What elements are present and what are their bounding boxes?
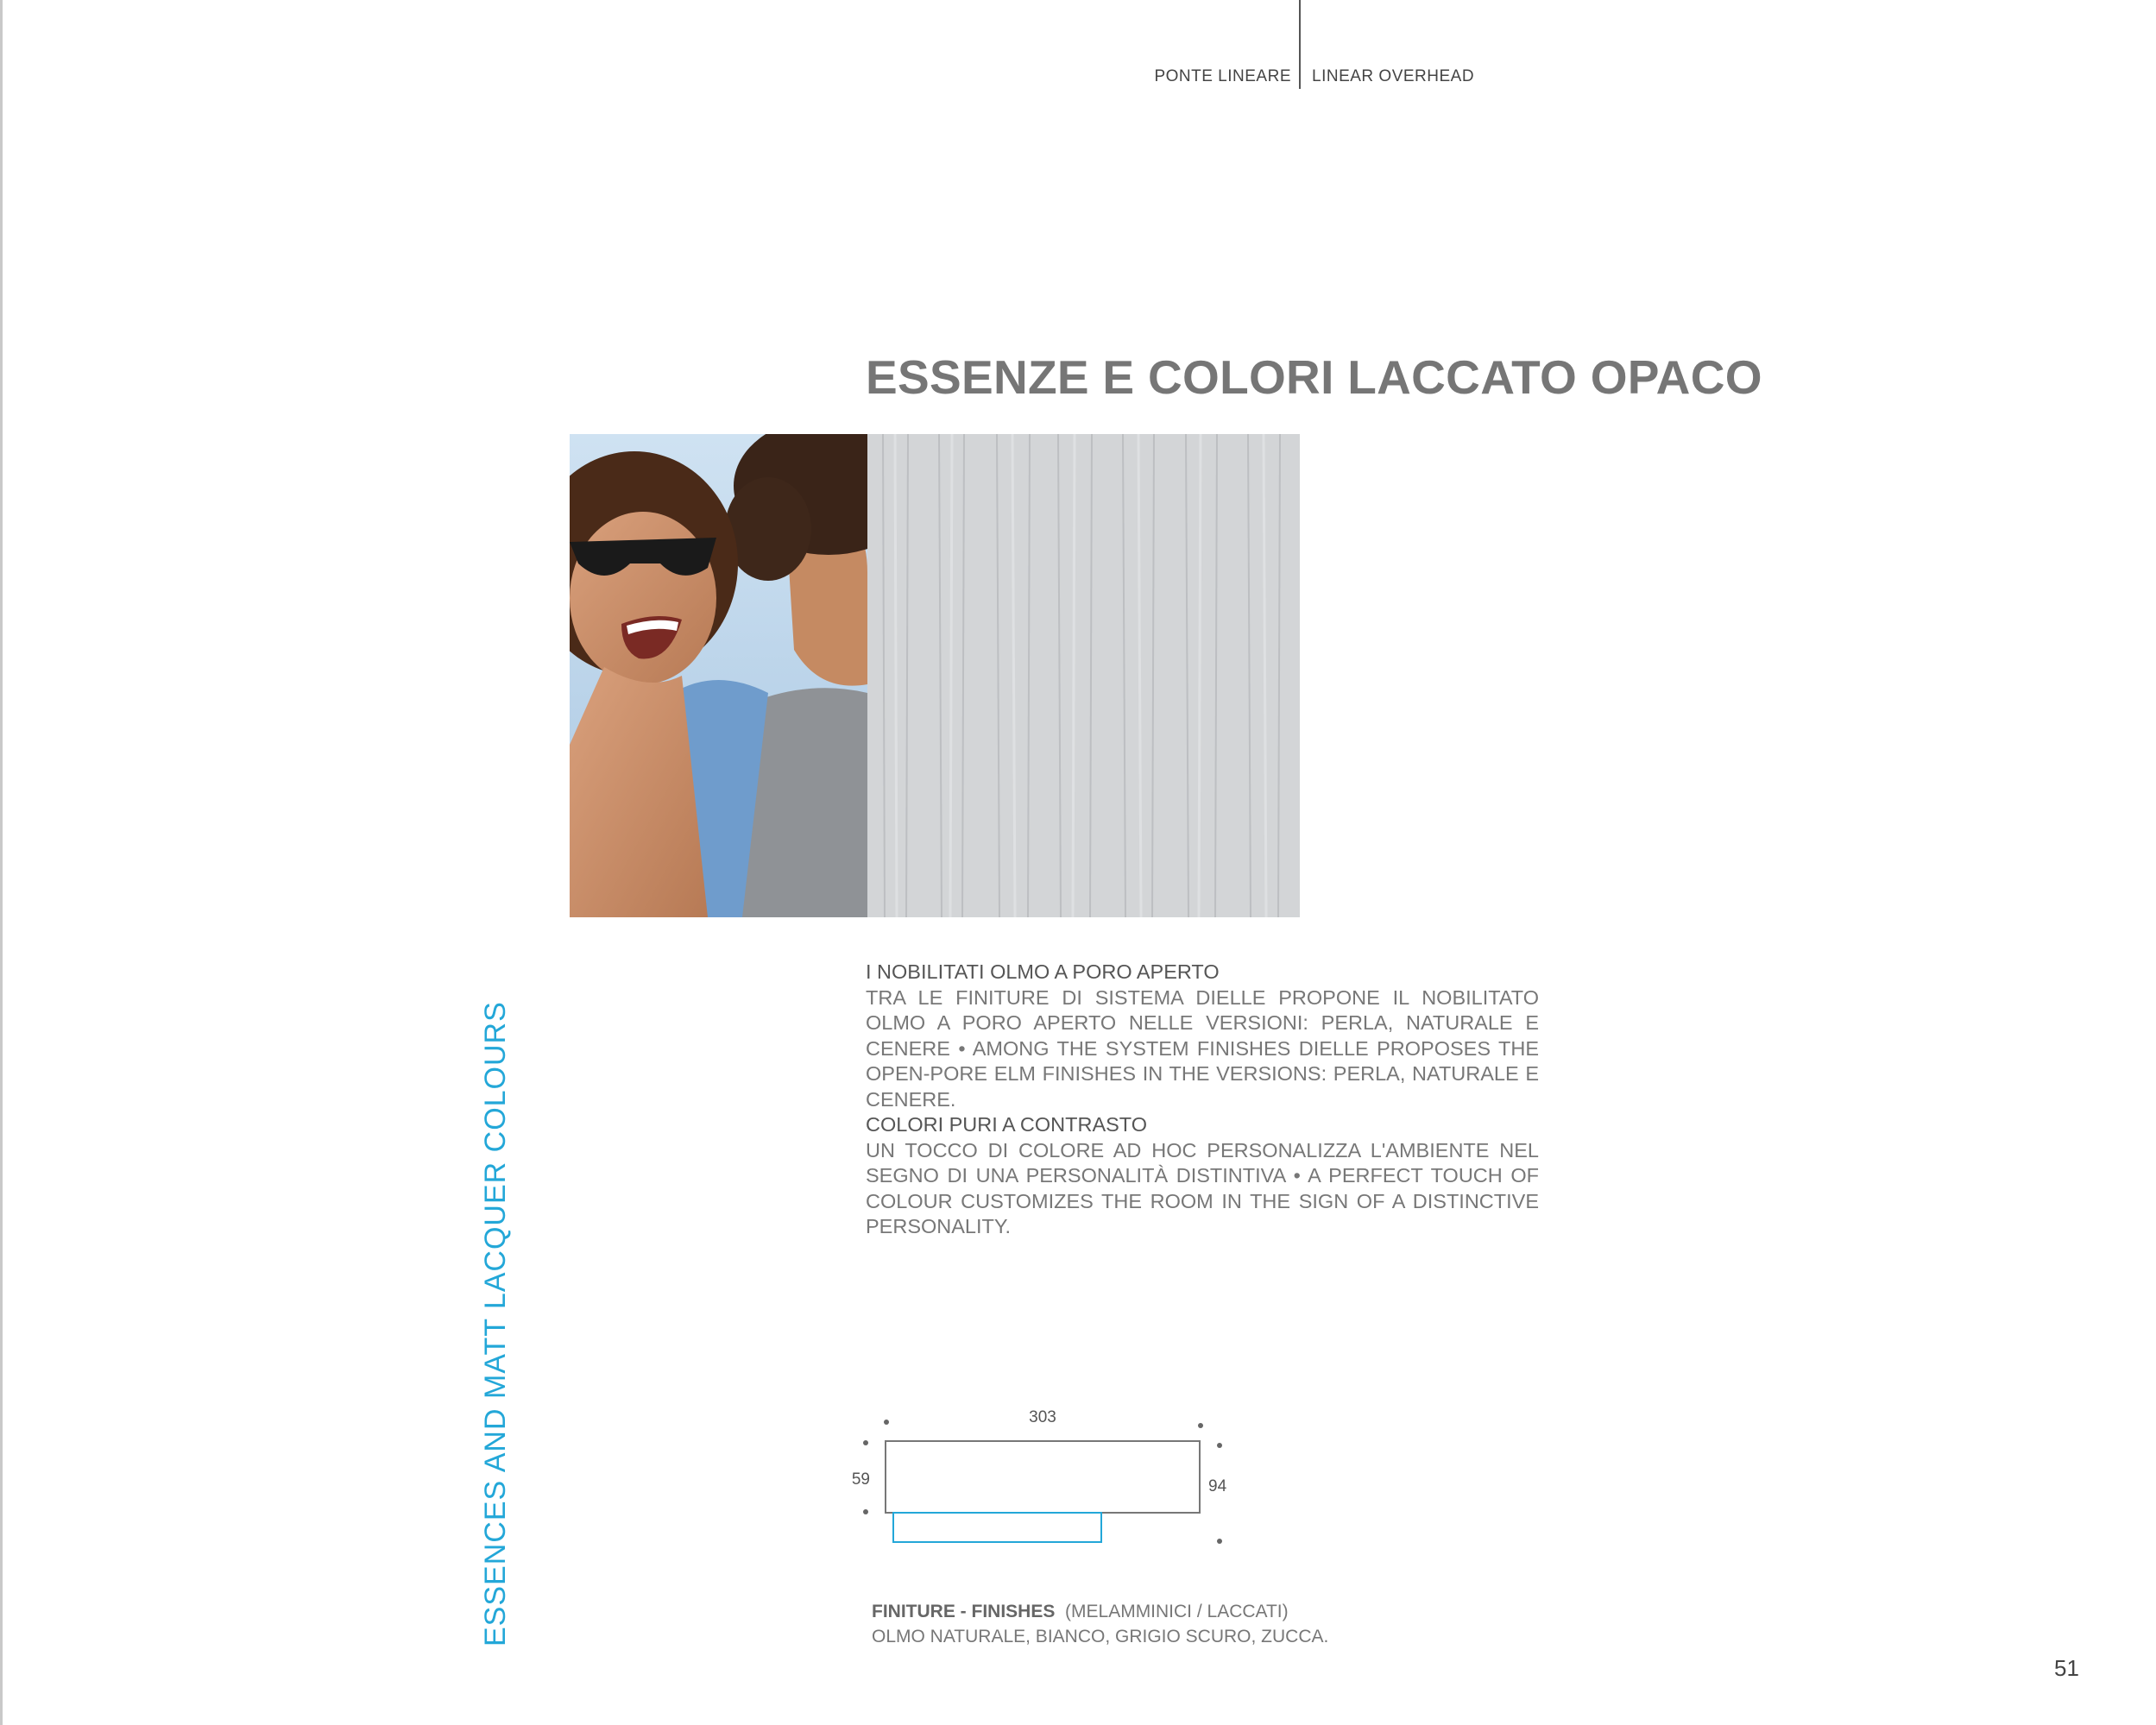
dimension-right-height: 94 [1208,1477,1227,1495]
lifestyle-photo [570,434,867,917]
diagram-dot [884,1420,889,1425]
diagram-dot [1217,1443,1222,1448]
page-number: 51 [2054,1655,2079,1681]
cabinet-outline [886,1441,1200,1513]
page-edge [0,0,3,1725]
section-olmo [866,960,1539,1112]
finishes-list: OLMO NATURALE, BIANCO, GRIGIO SCURO, ZUCCA. [872,1627,1329,1646]
finishes-note: (MELAMMINICI / LACCATI) [1065,1602,1289,1621]
header-right-label: LINEAR OVERHEAD [1312,67,1475,85]
dimension-left-height: 59 [851,1470,870,1489]
dimension-diagram [837,1398,1251,1571]
finishes-block [872,1599,1328,1649]
header-left-label: PONTE LINEARE [1154,67,1291,85]
section-colori [866,1112,1539,1240]
bullet-separator: • [958,1036,966,1060]
side-label: ESSENCES AND MATT LACQUER COLOURS [479,1001,512,1646]
section-colori-body [866,1138,1539,1240]
section-colori-body-en: A PERFECT TOUCH OF COLOUR CUSTOMIZES THE ROOM IN THE SIGN OF A DISTINCTIVE PERSONALITY. [866,1164,1539,1237]
page-title: ESSENZE E COLORI LACCATO OPACO [866,350,1762,404]
section-olmo-body [866,985,1539,1113]
finishes-label: FINITURE - FINISHES [872,1602,1056,1621]
header-divider [1299,0,1301,89]
diagram-dot [863,1509,868,1514]
section-olmo-heading: I NOBILITATI OLMO A PORO APERTO [866,960,1220,983]
accent-shelf [893,1513,1101,1542]
diagram-dot [1198,1423,1203,1428]
section-colori-body-it: UN TOCCO DI COLORE AD HOC PERSONALIZZA L'AMBIENTE NEL SEGNO DI UNA PERSONALITÀ DISTINTIVA [866,1138,1539,1187]
section-olmo-body-en: AMONG THE SYSTEM FINISHES DIELLE PROPOSES THE OPEN-PORE ELM FINISHES IN THE VERSIONS: PERLA, NATURALE E CENERE. [866,1036,1540,1111]
bullet-separator: • [1293,1164,1301,1187]
section-colori-heading: COLORI PURI A CONTRASTO [866,1113,1148,1136]
diagram-dot [863,1440,868,1445]
diagram-dot [1217,1539,1222,1544]
dimension-width: 303 [1029,1408,1056,1426]
wood-swatch [867,434,1300,917]
section-olmo-body-it: TRA LE FINITURE DI SISTEMA DIELLE PROPONE IL NOBILITATO OLMO A PORO APERTO NELLE VERSIONI: PERLA, NATURALE E CENERE [866,985,1539,1060]
